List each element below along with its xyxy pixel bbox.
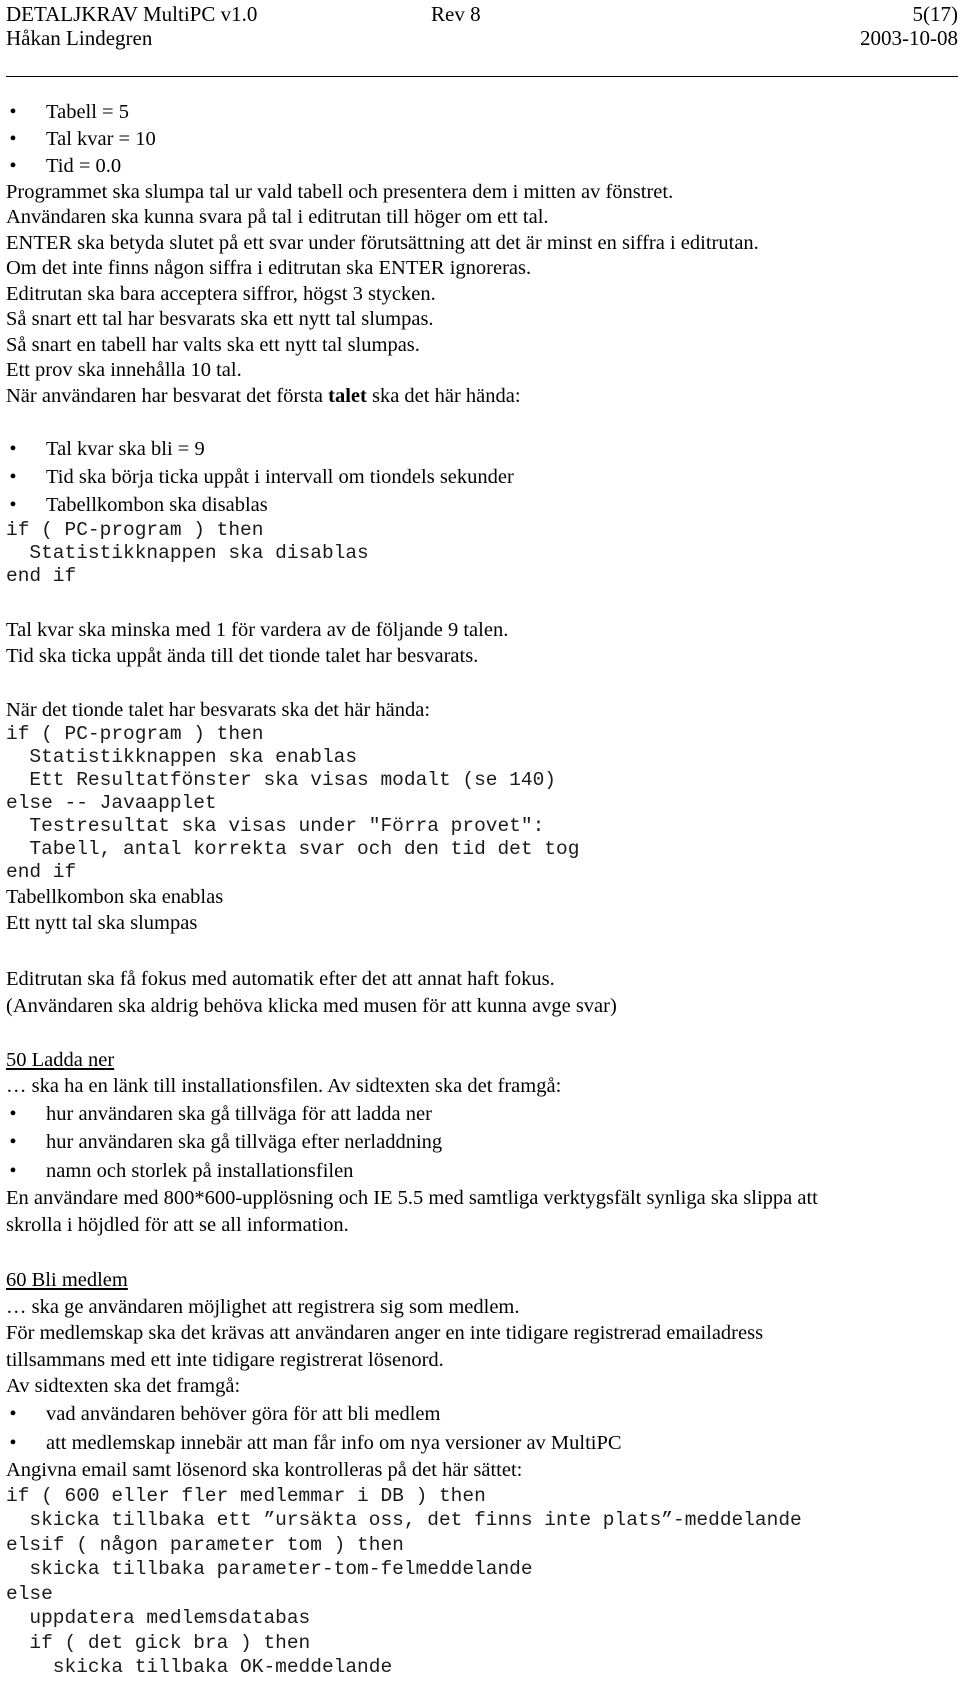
page-number: 5(17) — [912, 2, 958, 26]
doc-title: DETALJKRAV MultiPC v1.0 — [6, 2, 258, 26]
paragraph-line: Om det inte finns någon siffra i editrutan ska ENTER ignoreras. — [6, 257, 532, 279]
paragraph-line: Tal kvar ska minska med 1 för vardera av de följande 9 talen. — [6, 619, 509, 641]
paragraph-line: Så snart en tabell har valts ska ett nytt tal slumpas. — [6, 334, 420, 356]
revision: Rev 8 — [431, 2, 481, 26]
paragraph-line: skrolla i höjdled för att se all information. — [6, 1214, 349, 1236]
code-line: if ( PC-program ) then — [6, 723, 264, 745]
code-line: end if — [6, 565, 77, 587]
paragraph-line: Ett prov ska innehålla 10 tal. — [6, 359, 242, 381]
paragraph-line: Programmet ska slumpa tal ur vald tabell och presentera dem i mitten av fönstret. — [6, 181, 674, 203]
paragraph-line: Användaren ska kunna svara på tal i editrutan till höger om ett tal. — [6, 206, 549, 228]
code-line: if ( det gick bra ) then — [6, 1632, 311, 1654]
code-line: skicka tillbaka OK-meddelande — [6, 1656, 393, 1678]
paragraph-line: Ett nytt tal ska slumpas — [6, 912, 198, 934]
code-line: elsif ( någon parameter tom ) then — [6, 1534, 404, 1556]
paragraph-line: … ska ha en länk till installationsfilen. Av sidtexten ska det framgå: — [6, 1075, 562, 1097]
paragraph-line: För medlemskap ska det krävas att användaren anger en inte tidigare registrerad emailadress — [6, 1322, 764, 1344]
code-line: else -- Javaapplet — [6, 792, 217, 814]
code-line: skicka tillbaka ett ”ursäkta oss, det finns inte plats”-meddelande — [6, 1509, 802, 1531]
code-line: else — [6, 1583, 53, 1605]
code-line: if ( 600 eller fler medlemmar i DB ) then — [6, 1485, 486, 1507]
header-rule — [6, 76, 958, 77]
code-line: if ( PC-program ) then — [6, 519, 264, 541]
paragraph-line: tillsammans med ett inte tidigare registrerat lösenord. — [6, 1349, 444, 1371]
code-line: Testresultat ska visas under "Förra provet": — [6, 815, 545, 837]
code-line: uppdatera medlemsdatabas — [6, 1607, 311, 1629]
paragraph-line: Av sidtexten ska det framgå: — [6, 1375, 241, 1397]
page-header-row-2 — [6, 26, 958, 50]
author: Håkan Lindegren — [6, 26, 153, 50]
section-heading-bli-medlem: 60 Bli medlem — [6, 1269, 128, 1291]
paragraph-line: (Användaren ska aldrig behöva klicka med musen för att kunna avge svar) — [6, 995, 617, 1017]
paragraph-line: Tid ska ticka uppåt ända till det tionde talet har besvarats. — [6, 645, 479, 667]
date: 2003-10-08 — [860, 26, 958, 50]
document-page: DETALJKRAV MultiPC v1.0 Rev 8 5(17) Håkan Lindegren 2003-10-08 • Tabell = 5 • Tal kvar = 10 • Tid = 0.0 Programmet ska slumpa tal ur vald tabell och presentera dem i mitten av fönstret. Användaren ska kunna svara på tal i editrutan till höger om ett tal. ENTER ska betyda slutet på ett svar under förutsättning att det är minst en siffra i editrutan. Om det inte finns någon siffra i editrutan ska ENTER ignoreras. Editrutan ska bara acceptera siffror, högst 3 stycken. Så snart ett tal har besvarats ska ett nytt tal slumpas. Så snart en tabell har valts ska ett nytt tal slumpas. Ett prov ska innehålla 10 tal. När användaren har besvarat det första talet ska det här hända: • Tal kvar ska bli = 9 • Tid ska börja ticka uppåt i intervall om tiondels sekunder • Tabellkombon ska disablas if ( PC-program ) then Statistikknappen ska disablas end if Tal kvar ska minska med 1 för vardera av de följande 9 talen. Tid ska ticka uppåt ända till det tionde talet har besvarats. När det tionde talet har besvarats ska det här hända: if ( PC-program ) then Statistikknappen ska enablas Ett Resultatfönster ska visas modalt (se 140) else -- Javaapplet Testresultat ska visas under "Förra provet": Tabell, antal korrekta svar och den tid det tog end if Tabellkombon ska enablas Ett nytt tal ska slumpas Editrutan ska få fokus med automatik efter det att annat haft fokus. (Användaren ska aldrig behöva klicka med musen för att kunna avge svar) 50 Ladda ner … ska ha en länk till installationsfilen. Av sidtexten ska det framgå: • hur användaren ska gå tillväga för att ladda ner • hur användaren ska gå tillväga efter nerladdning • namn och storlek på installationsfilen En användare med 800*600-upplösning och IE 5.5 med samtliga verktygsfält synliga ska slippa att skrolla i höjdled för att se all information. 60 Bli medlem … ska ge användaren möjlighet att registrera sig som medlem. För medlemskap ska det krävas att användaren anger en inte tidigare registrerad emailadress tillsammans med ett inte tidigare registrerat lösenord. Av sidtexten ska det framgå: • vad användaren behöver göra för att bli medlem • att medlemskap innebär att man får info om nya versioner av MultiPC Angivna email samt lösenord ska kontrolleras på det här sättet: if ( 600 eller fler medlemmar i DB ) then skicka tillbaka ett ”ursäkta oss, det finns inte plats”-meddelande elsif ( någon parameter tom ) then skicka tillbaka parameter-tom-felmeddelande else uppdatera medlemsdatabas if ( det gick bra ) then skicka tillbaka OK-meddelande — [6, 2, 958, 1678]
section-heading-ladda-ner: 50 Ladda ner — [6, 1049, 115, 1071]
paragraph-line: Angivna email samt lösenord ska kontrolleras på det här sättet: — [6, 1459, 523, 1481]
code-line: Statistikknappen ska enablas — [6, 746, 358, 768]
code-line: Tabell, antal korrekta svar och den tid det tog — [6, 838, 580, 860]
paragraph-line: En användare med 800*600-upplösning och IE 5.5 med samtliga verktygsfält synliga ska slippa att — [6, 1187, 818, 1209]
page-header-row-1 — [6, 2, 958, 26]
code-line: Statistikknappen ska disablas — [6, 542, 369, 564]
paragraph-line: Editrutan ska få fokus med automatik efter det att annat haft fokus. — [6, 968, 555, 990]
paragraph-line: Tabellkombon ska enablas — [6, 886, 224, 908]
paragraph-line: Så snart ett tal har besvarats ska ett nytt tal slumpas. — [6, 308, 434, 330]
paragraph-line: ENTER ska betyda slutet på ett svar under förutsättning att det är minst en siffra i editrutan. — [6, 232, 759, 254]
first-answer-intro: När användaren har besvarat det första talet ska det här hända: — [6, 385, 521, 407]
paragraph-line: … ska ge användaren möjlighet att registrera sig som medlem. — [6, 1296, 520, 1318]
code-line: end if — [6, 861, 77, 883]
code-line: skicka tillbaka parameter-tom-felmeddelande — [6, 1558, 533, 1580]
paragraph-line: Editrutan ska bara acceptera siffror, högst 3 stycken. — [6, 283, 436, 305]
paragraph-line: När det tionde talet har besvarats ska det här hända: — [6, 699, 431, 721]
code-line: Ett Resultatfönster ska visas modalt (se 140) — [6, 769, 556, 791]
